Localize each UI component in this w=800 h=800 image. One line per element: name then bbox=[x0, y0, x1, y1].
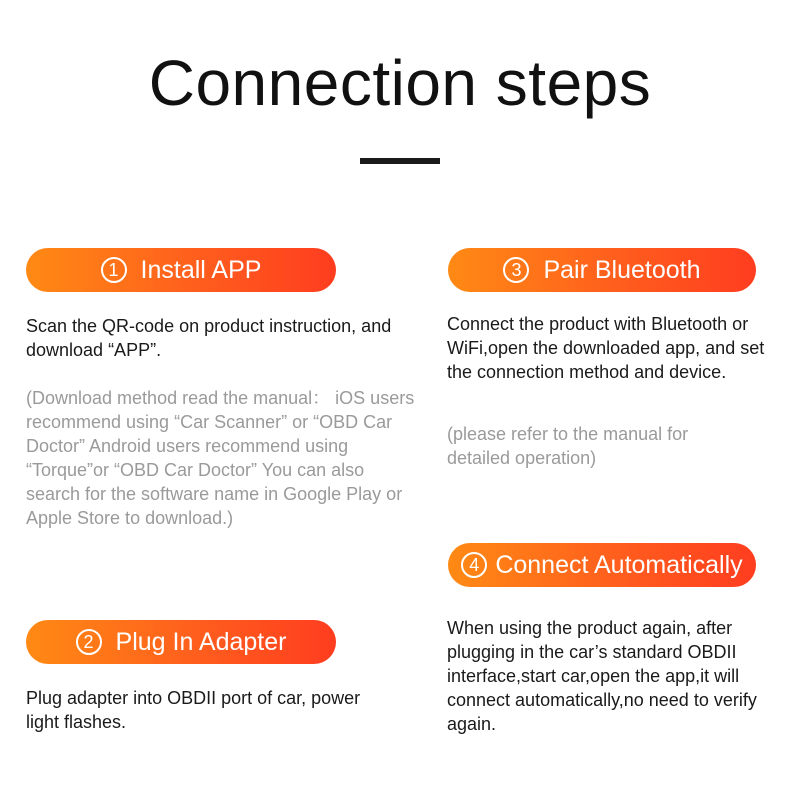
step-2-badge bbox=[26, 620, 336, 664]
step-4-number: 4 bbox=[461, 552, 487, 578]
step-4-text: When using the product again, after plugging in the car’s standard OBDII interface,start car,open the app,it will connect automatically,no need to verify again. bbox=[447, 618, 757, 734]
step-2-text: Plug adapter into OBDII port of car, power light flashes. bbox=[26, 688, 361, 732]
step-1-text: Scan the QR-code on product instruction, and download “APP”. bbox=[26, 316, 392, 360]
page-title: Connection steps bbox=[148, 47, 652, 119]
step-3-number: 3 bbox=[503, 257, 529, 283]
step-1-badge bbox=[26, 248, 336, 292]
step-4-badge bbox=[448, 543, 756, 587]
step-3-label: Pair Bluetooth bbox=[543, 255, 701, 284]
step-1-number: 1 bbox=[101, 257, 127, 283]
title-underline bbox=[360, 158, 440, 164]
step-2-number: 2 bbox=[76, 629, 102, 655]
step-3-text: Connect the product with Bluetooth or WiFi,open the downloaded app, and set the connection method and device. bbox=[447, 314, 765, 382]
step-4-label: Connect Automatically bbox=[495, 550, 743, 579]
step-3-badge bbox=[448, 248, 756, 292]
step-1-note: (Download method read the manual： iOS users recommend using “Car Scanner” or “OBD Car Doctor” Android users recommend using “Torque”or “OBD Car Doctor” You can also search for the software name in Google Play or Apple Store to download.) bbox=[26, 388, 415, 528]
step-3-note: (please refer to the manual for detailed operation) bbox=[447, 424, 689, 468]
step-1-label: Install APP bbox=[140, 255, 262, 284]
step-2-label: Plug In Adapter bbox=[115, 627, 287, 656]
